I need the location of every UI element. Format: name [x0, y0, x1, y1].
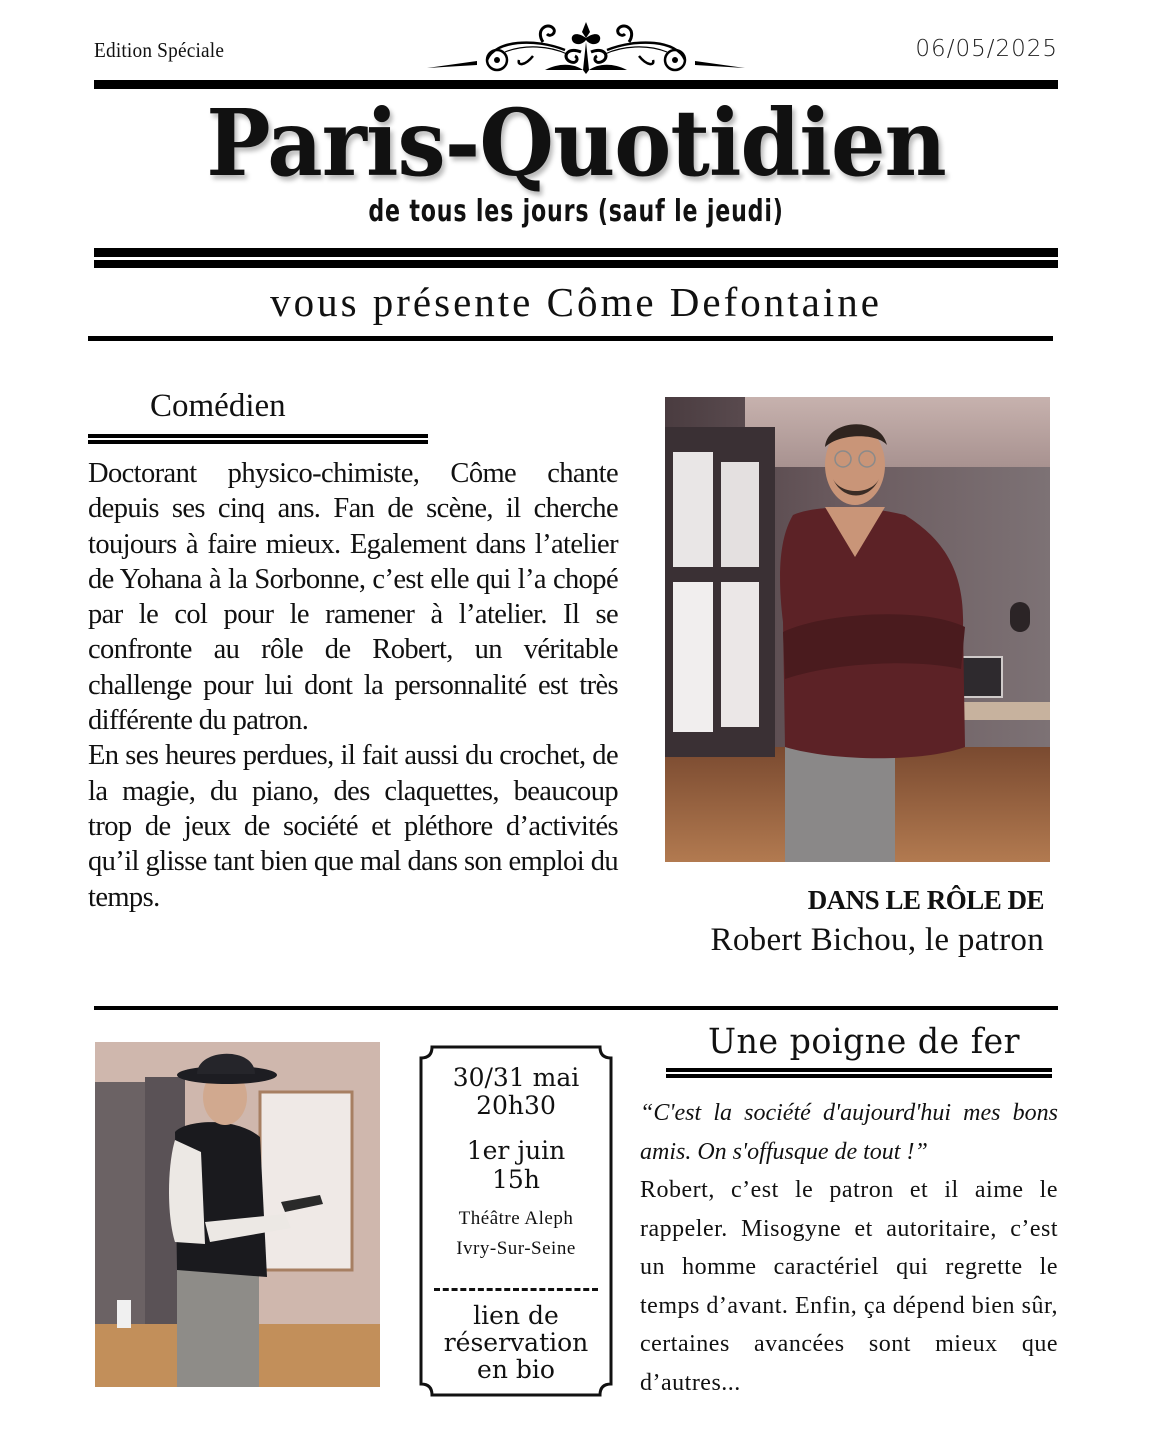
show-dates: 30/31 mai — [452, 1063, 580, 1092]
reservation-line: en bio — [477, 1355, 555, 1384]
flourish-ornament-icon — [425, 16, 747, 74]
newspaper-subtitle: de tous les jours (sauf le jeudi) — [368, 194, 784, 229]
masthead-double-rule-bottom — [94, 260, 1058, 268]
role-label: DANS LE RÔLE DE — [807, 885, 1044, 915]
portrait-photo — [665, 397, 1050, 862]
biography-paragraph: Doctorant physico-chimiste, Côme chante depuis ses cinq ans. Fan de scène, il cherche toujours à faire mieux. Egalement dans l’atelier de Yohana à la Sorbonne, c’est elle qui l’a chopé par le col pour le ramener à l’atelier. Il se confronte au rôle de Robert, un véritable challenge pour lui dont la personnalité est très différente du patron. — [88, 458, 618, 737]
biography-article — [88, 456, 618, 915]
reservation-line: réservation — [443, 1328, 589, 1357]
matinee-time: 15h — [492, 1165, 540, 1194]
section-divider — [94, 1006, 1058, 1010]
character-quote: “C'est la société d'aujourd'hui mes bons amis. On s'offusque de tout !” — [640, 1100, 1058, 1165]
ticket-dashed-divider — [434, 1288, 598, 1291]
costume-illustration — [95, 1042, 380, 1387]
matinee-date: 1er juin — [466, 1136, 566, 1165]
newspaper-title: Paris-Quotidien — [206, 89, 946, 197]
presents-underline — [88, 336, 1053, 341]
venue-city: Ivry-Sur-Seine — [456, 1238, 576, 1259]
sidebar-heading-rule-bottom — [666, 1074, 1052, 1078]
section-heading-rule-bottom — [88, 440, 428, 444]
reservation-note — [418, 1302, 614, 1383]
portrait-illustration — [665, 397, 1050, 862]
masthead-double-rule-top — [94, 248, 1058, 257]
sidebar-heading-rule-top — [666, 1068, 1052, 1072]
role-name: Robert Bichou, le patron — [710, 922, 1044, 958]
show-time: 20h30 — [476, 1091, 556, 1120]
section-heading-comedien: Comédien — [150, 388, 286, 424]
issue-date: 06/05/2025 — [915, 36, 1058, 62]
biography-paragraph: En ses heures perdues, il fait aussi du crochet, de la magie, du piano, des claquettes, beaucoup trop de jeux de société et pléthore d’activités qu’il glisse tant bien que mal dans son emploi du temps. — [88, 740, 618, 913]
character-description: Robert, c’est le patron et il aime le rappeler. Misogyne et autoritaire, c’est un homme caractériel qui regrette le temps d’avant. Enfin, ça dépend bien sûr, certaines avancées sont mieux que d’autres... — [640, 1177, 1058, 1396]
costume-photo — [95, 1042, 380, 1387]
ticket-info — [418, 1044, 614, 1398]
edition-label: Edition Spéciale — [94, 38, 225, 62]
venue-name: Théâtre Aleph — [458, 1208, 574, 1229]
section-heading-poigne: Une poigne de fer — [708, 1022, 1021, 1062]
reservation-line: lien de — [473, 1301, 559, 1330]
presents-headline: vous présente Côme Defontaine — [270, 279, 882, 325]
section-heading-rule-top — [88, 434, 428, 438]
